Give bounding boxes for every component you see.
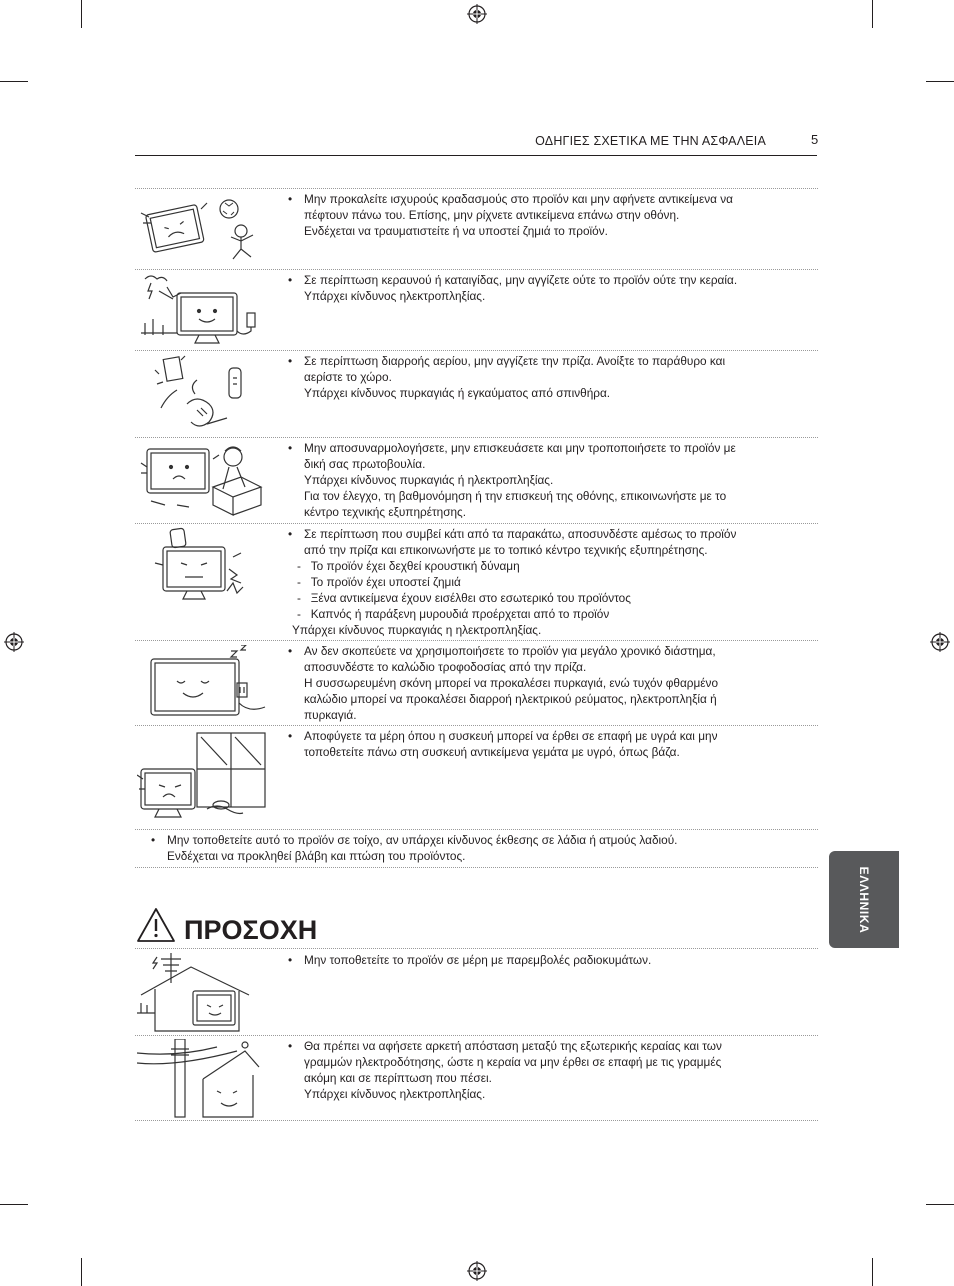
item-text-line: κέντρο τεχνικής εξυπηρέτησης. — [304, 505, 467, 519]
item-text-line: αερίστε το χώρο. — [304, 370, 392, 384]
sub-item: - Το προϊόν έχει υποστεί ζημιά — [297, 575, 461, 589]
page-header-title: ΟΔΗΓΙΕΣ ΣΧΕΤΙΚΑ ΜΕ ΤΗΝ ΑΣΦΑΛΕΙΑ — [535, 134, 766, 148]
item-footer-text: Υπάρχει κίνδυνος πυρκαγιάς η ηλεκτροπληξίας. — [292, 623, 542, 637]
damaged-product-illustration — [137, 527, 267, 607]
safety-item — [288, 1038, 808, 1102]
bullet-icon: • — [288, 644, 293, 658]
registration-mark-icon — [4, 632, 24, 652]
unplugged-tv-illustration — [137, 645, 267, 723]
item-text-line: δική σας πρωτοβουλία. — [304, 457, 426, 471]
item-text-line: Μην αποσυναρμολογήσετε, μην επισκευάσετε και μην τροποποιήσετε το προϊόν με — [304, 441, 736, 455]
crop-mark — [926, 1204, 954, 1205]
bullet-icon: • — [288, 953, 293, 967]
registration-mark-icon — [930, 632, 950, 652]
item-text-line: Μην τοποθετείτε το προϊόν σε μέρη με παρεμβολές ραδιοκυμάτων. — [304, 953, 652, 967]
item-text-line: Υπάρχει κίνδυνος ηλεκτροπληξίας. — [304, 1087, 486, 1101]
bullet-icon: • — [288, 273, 293, 287]
bullet-icon: • — [151, 833, 156, 847]
row-divider — [135, 725, 818, 726]
crop-mark — [872, 0, 873, 28]
item-text-line: Σε περίπτωση που συμβεί κάτι από τα παρακάτω, αποσυνδέστε αμέσως το προϊόν — [304, 527, 737, 541]
bullet-icon: • — [288, 441, 293, 455]
row-divider — [135, 350, 818, 351]
item-text-line: γραμμών ηλεκτροδότησης, ώστε η κεραία να μην έρθει σε επαφή με τις γραμμές — [304, 1055, 722, 1069]
sub-item-list — [297, 558, 797, 622]
crop-mark — [81, 0, 82, 28]
crop-mark — [0, 81, 28, 82]
bullet-icon: • — [288, 729, 293, 743]
item-text-line: Ενδέχεται να προκληθεί βλάβη και πτώση του προϊόντος. — [167, 849, 466, 863]
row-divider — [135, 269, 818, 270]
item-text-line: πέφτουν πάνω του. Επίσης, μην ρίχνετε αντικείμενα επάνω στην οθόνη. — [304, 208, 680, 222]
sub-item: - Το προϊόν έχει δεχθεί κρουστική δύναμη — [297, 559, 520, 573]
item-text-line: Η συσσωρευμένη σκόνη μπορεί να προκαλέσει πυρκαγιά, ενώ τυχόν φθαρμένο — [304, 676, 719, 690]
row-divider — [135, 640, 818, 641]
safety-item — [288, 643, 808, 723]
crop-mark — [926, 81, 954, 82]
item-text-line: Για τον έλεγχο, τη βαθμονόμηση ή την επισκευή της οθόνης, επικοινωνήστε με το — [304, 489, 727, 503]
row-divider — [135, 188, 818, 189]
language-label: ΕΛΛΗΝΙΚΑ — [857, 866, 871, 933]
item-text-line: Αποφύγετε τα μέρη όπου η συσκευή μπορεί να έρθει σε επαφή με υγρά και μην — [304, 729, 718, 743]
item-text-line: Σε περίπτωση κεραυνού ή καταιγίδας, μην αγγίζετε ούτε το προϊόν ούτε την κεραία. — [304, 273, 738, 287]
item-text-line: Μην προκαλείτε ισχυρούς κραδασμούς στο προϊόν και μην αφήνετε αντικείμενα να — [304, 192, 733, 206]
item-text-line: Αν δεν σκοπεύετε να χρησιμοποιήσετε το προϊόν για μεγάλο χρονικό διάστημα, — [304, 644, 716, 658]
safety-item — [288, 353, 808, 401]
row-divider — [135, 829, 818, 830]
row-divider — [135, 867, 818, 868]
item-text-line: Μην τοποθετείτε αυτό το προϊόν σε τοίχο, αν υπάρχει κίνδυνος έκθεσης σε λάδια ή ατμούς λαδιού. — [167, 833, 678, 847]
crop-mark — [872, 1258, 873, 1286]
warning-triangle-icon — [136, 907, 176, 943]
sub-item-text: Το προϊόν έχει υποστεί ζημιά — [310, 575, 461, 589]
bullet-icon: • — [288, 1039, 293, 1053]
gas-leak-illustration — [137, 354, 267, 432]
bullet-icon: • — [288, 527, 293, 541]
safety-item — [288, 440, 808, 520]
safety-item — [288, 728, 808, 760]
header-rule — [135, 155, 817, 156]
crop-mark — [81, 1258, 82, 1286]
row-divider — [135, 1035, 818, 1036]
language-side-tab — [829, 851, 899, 948]
radio-interference-illustration — [137, 953, 267, 1033]
bullet-icon: • — [288, 354, 293, 368]
tv-impact-illustration — [137, 193, 267, 265]
item-text-line: καλώδιο μπορεί να προκαλέσει διαρροή ηλεκτρικού ρεύματος, ηλεκτροπληξία ή — [304, 692, 717, 706]
item-text-line: πυρκαγιά. — [304, 708, 357, 722]
page-number: 5 — [811, 132, 819, 147]
liquid-vase-illustration — [137, 729, 267, 825]
item-text-line: Υπάρχει κίνδυνος πυρκαγιάς ή ηλεκτροπληξίας. — [304, 473, 554, 487]
item-text-line: από την πρίζα και επικοινωνήστε με το τοπικό κέντρο τεχνικής εξυπηρέτησης. — [304, 543, 708, 557]
caution-heading — [136, 903, 317, 946]
safety-item — [288, 191, 808, 239]
crop-mark — [0, 1204, 28, 1205]
item-text-line: ακόμη και σε περίπτωση που πέσει. — [304, 1071, 492, 1085]
safety-item — [288, 526, 808, 558]
item-text-line: Υπάρχει κίνδυνος πυρκαγιάς ή εγκαύματος από σπινθήρα. — [304, 386, 611, 400]
item-text-line: Σε περίπτωση διαρροής αερίου, μην αγγίζετε την πρίζα. Ανοίξτε το παράθυρο και — [304, 354, 726, 368]
item-text-line: τοποθετείτε πάνω στη συσκευή αντικείμενα γεμάτα με υγρό, όπως βάζα. — [304, 745, 680, 759]
sub-item-text: Καπνός ή παράξενη μυρουδιά προέρχεται από το προϊόν — [310, 607, 610, 621]
item-text-line: Υπάρχει κίνδυνος ηλεκτροπληξίας. — [304, 289, 486, 303]
sub-item-text: Ξένα αντικείμενα έχουν εισέλθει στο εσωτερικό του προϊόντος — [310, 591, 631, 605]
lightning-storm-illustration — [137, 273, 267, 349]
disassembly-illustration — [137, 441, 267, 519]
antenna-power-line-illustration — [137, 1039, 267, 1119]
safety-item — [288, 952, 808, 968]
sub-item: - Καπνός ή παράξενη μυρουδιά προέρχεται από το προϊόν — [297, 607, 610, 621]
row-divider — [135, 1120, 818, 1121]
item-text-line: αποσυνδέστε το καλώδιο τροφοδοσίας από την πρίζα. — [304, 660, 587, 674]
row-divider — [135, 948, 818, 949]
registration-mark-icon — [467, 4, 487, 24]
item-text-line: Ενδέχεται να τραυματιστείτε ή να υποστεί ζημιά το προϊόν. — [304, 224, 608, 238]
safety-item — [288, 272, 808, 304]
sub-item: - Ξένα αντικείμενα έχουν εισέλθει στο εσωτερικό του προϊόντος — [297, 591, 631, 605]
item-text-line: Θα πρέπει να αφήσετε αρκετή απόσταση μεταξύ της εξωτερικής κεραίας και των — [304, 1039, 722, 1053]
registration-mark-icon — [467, 1261, 487, 1281]
caution-title: ΠΡΟΣΟΧΗ — [184, 915, 318, 945]
safety-item — [151, 832, 811, 864]
row-divider — [135, 523, 818, 524]
row-divider — [135, 437, 818, 438]
sub-item-text: Το προϊόν έχει δεχθεί κρουστική δύναμη — [310, 559, 520, 573]
bullet-icon: • — [288, 192, 293, 206]
